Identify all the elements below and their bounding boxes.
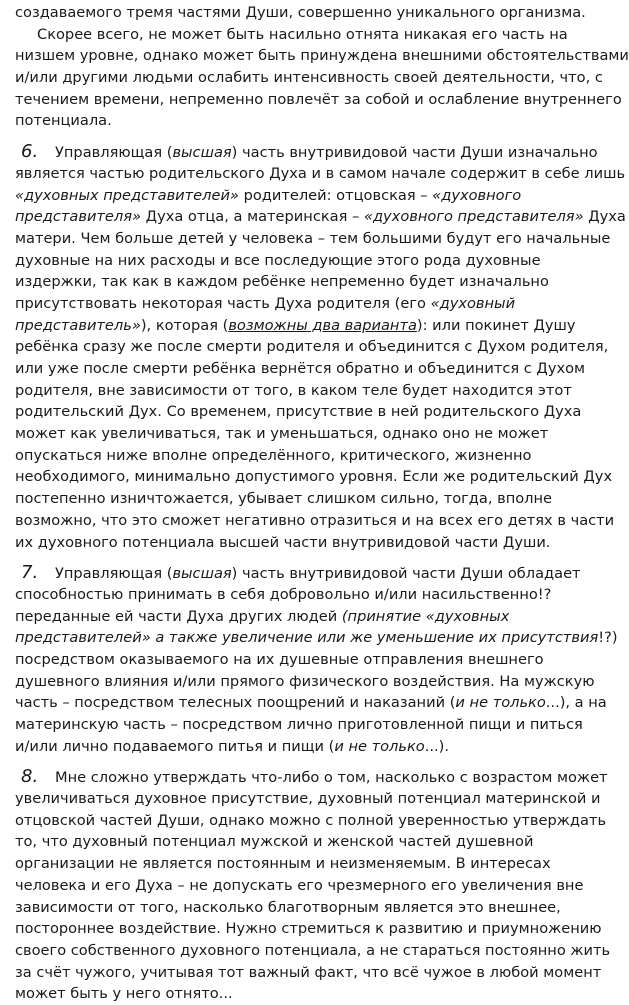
text-segment: отцовской частей Души, однако можно с полной уверенностью утверждать xyxy=(15,811,607,829)
text-line xyxy=(15,206,626,228)
text-line xyxy=(15,788,601,810)
text-line xyxy=(15,110,595,132)
italic-emphasis: и не только xyxy=(334,737,425,755)
text-segment: является частью родительского Духа и в самом начале содержит в себе лишь xyxy=(15,164,626,182)
text-line xyxy=(15,228,611,250)
text-segment: создаваемого тремя частями Души, совершенно уникального организма. xyxy=(15,4,586,21)
text-segment: ), которая ( xyxy=(140,316,229,334)
text-line xyxy=(15,714,595,736)
text-segment: Управляющая ( xyxy=(55,144,173,162)
text-segment: или уже после смерти ребёнка вернётся обратно и объединится с Духом xyxy=(15,360,586,377)
italic-emphasis: и не только xyxy=(455,694,546,712)
text-line xyxy=(15,380,595,402)
text-segment: матери. Чем больше детей у человека – тем большими будут его начальные xyxy=(15,229,611,247)
text-line xyxy=(15,897,595,919)
text-segment: переданные ей части Духа других людей xyxy=(15,607,342,625)
italic-emphasis: представитель» xyxy=(15,316,141,334)
text-line xyxy=(15,2,595,24)
text-line xyxy=(15,532,595,554)
text-line xyxy=(15,510,615,532)
text-line xyxy=(15,962,602,984)
text-segment: и/или другими людьми ослабить интенсивность своей деятельности, что, с xyxy=(15,69,603,87)
text-line xyxy=(15,606,595,628)
text-line xyxy=(15,423,595,445)
text-segment: духовные на них расходы и все последующие этого рода духовные xyxy=(15,251,541,269)
text-segment: издержки, так как в каждом ребёнке непременно будет изначально xyxy=(15,273,549,291)
text-line xyxy=(15,89,622,111)
text-segment: то, что духовный потенциал мужской и женской частей душевной xyxy=(15,833,534,851)
text-segment: их духовного потенциала высшей части внутривидовой части Души. xyxy=(15,533,551,551)
text-segment: способностью принимать в себя добровольно и/или насильственно!? xyxy=(15,585,552,603)
text-segment: ребёнка сразу же после смерти родителя и объединится с Духом родителя, xyxy=(15,338,609,356)
text-segment: зависимости от того, насколько благотворным является это внешнее, xyxy=(15,898,561,916)
text-segment: !?) xyxy=(598,629,618,647)
italic-emphasis: высшая xyxy=(172,144,232,162)
text-line xyxy=(15,315,595,337)
text-segment: увеличиваться духовное присутствие, духовный потенциал материнской и xyxy=(15,790,601,808)
text-segment: душевного влияния и/или прямого физического воздействия. На мужскую xyxy=(15,672,595,690)
text-line xyxy=(15,692,607,714)
paragraph-number: 7. xyxy=(21,562,39,584)
text-line xyxy=(15,983,595,1005)
text-line xyxy=(15,466,613,488)
text-segment: ...). xyxy=(424,737,449,755)
text-line xyxy=(15,445,595,467)
text-segment: ): или покинет Душу xyxy=(416,316,576,334)
numbered-paragraph xyxy=(15,766,611,1005)
text-segment: необходимого, минимально допустимого уровня. Если же родительский Дух xyxy=(15,468,613,486)
text-line xyxy=(15,918,602,940)
text-line xyxy=(15,45,629,67)
numbered-paragraph xyxy=(15,562,618,757)
text-segment: ) часть внутривидовой части Души изначально xyxy=(231,144,598,162)
text-segment: низшем уровне, однако может быть принуждена внешними обстоятельствами xyxy=(15,47,629,65)
text-line xyxy=(15,24,595,46)
text-line xyxy=(15,336,609,358)
text-line xyxy=(15,627,618,649)
italic-emphasis: «духовного представителя» xyxy=(363,208,584,226)
text-line xyxy=(15,736,595,758)
text-line xyxy=(15,163,626,185)
italic-emphasis: высшая xyxy=(172,565,232,583)
text-segment: Духа отца, а материнская – xyxy=(141,208,364,226)
underlined-emphasis: возможны два варианта xyxy=(228,316,417,334)
text-segment: часть – посредством телесных поощрений и наказаний ( xyxy=(15,694,456,712)
text-line xyxy=(15,141,598,163)
text-segment: течением времени, непременно повлечёт за собой и ослабление внутреннего xyxy=(15,90,622,108)
text-segment: Мне сложно утверждать что-либо о том, насколько с возрастом может xyxy=(55,769,608,787)
text-line xyxy=(15,293,595,315)
text-line xyxy=(15,185,595,207)
text-segment: Духа xyxy=(583,208,626,226)
text-line xyxy=(15,671,595,693)
text-segment: посредством оказываемого на их душевные отправления внешнего xyxy=(15,650,544,668)
text-line xyxy=(15,401,595,423)
text-line xyxy=(15,649,595,671)
text-segment: ) часть внутривидовой части Души обладает xyxy=(231,565,581,583)
text-line xyxy=(15,358,595,380)
text-segment: родителей: отцовская – xyxy=(238,186,433,204)
text-line xyxy=(15,875,595,897)
text-segment: человека и его Духа – не допускать его чрезмерного его увеличения вне xyxy=(15,876,584,894)
text-line xyxy=(15,831,595,853)
paragraph-number: 6. xyxy=(21,141,39,163)
text-segment: может быть у него отнято... xyxy=(15,985,233,1003)
text-line xyxy=(15,67,603,89)
text-segment: за счёт чужого, учитывая тот важный факт, что всё чужое в любой момент xyxy=(15,963,602,981)
text-line xyxy=(15,766,608,788)
text-segment: может как увеличиваться, так и уменьшаться, однако оно не может xyxy=(15,425,549,443)
italic-emphasis: «духовных представителей» xyxy=(15,186,239,204)
text-segment: организации не является постоянным и неизменяемым. В интересах xyxy=(15,855,551,873)
text-segment: постепенно изничтожается, убывает слишком сильно, тогда, вполне xyxy=(15,490,553,508)
italic-emphasis: представителя» xyxy=(15,208,142,226)
text-line xyxy=(15,488,595,510)
text-segment: присутствовать некоторая часть Духа родителя (его xyxy=(15,294,431,312)
text-segment: материнскую часть – посредством лично приготовленной пищи и питься xyxy=(15,716,583,733)
text-line xyxy=(15,810,607,832)
text-segment: опускаться ниже вполне определённого, критического, жизненно xyxy=(15,446,532,464)
text-line xyxy=(15,271,595,293)
text-line xyxy=(15,940,611,962)
italic-emphasis: (принятие «духовных xyxy=(341,607,510,625)
text-segment: Скорее всего, не может быть насильно отнята никакая его часть на xyxy=(37,25,568,43)
paragraph xyxy=(15,2,629,132)
italic-emphasis: «духовный xyxy=(430,294,516,312)
text-segment: ...), а на xyxy=(545,694,607,712)
text-segment: постороннее воздействие. Нужно стремиться к развитию и приумножению xyxy=(15,920,602,938)
italic-emphasis: представителей» а также увеличение или же уменьшение их присутствия xyxy=(15,629,599,647)
text-segment: родительский Дух. Со временем, присутствие в ней родительского Духа xyxy=(15,403,582,421)
numbered-paragraph xyxy=(15,141,626,553)
text-segment: и/или лично подаваемого питья и пищи ( xyxy=(15,737,335,755)
paragraph-number: 8. xyxy=(21,766,39,788)
text-line xyxy=(15,250,595,272)
text-segment: Управляющая ( xyxy=(55,565,173,583)
text-segment: возможно, что это сможет негативно отразиться и на всех его детях в части xyxy=(15,511,615,529)
text-segment: своего собственного духовного потенциала, а не стараться постоянно жить xyxy=(15,941,611,959)
document-page xyxy=(15,2,629,1005)
italic-emphasis: «духовного xyxy=(432,186,522,204)
text-segment: потенциала. xyxy=(15,112,112,130)
text-line xyxy=(15,584,595,606)
text-line xyxy=(15,562,595,584)
text-line xyxy=(15,853,595,875)
text-segment: родителя, вне зависимости от того, в каком теле будет находится этот xyxy=(15,381,572,399)
